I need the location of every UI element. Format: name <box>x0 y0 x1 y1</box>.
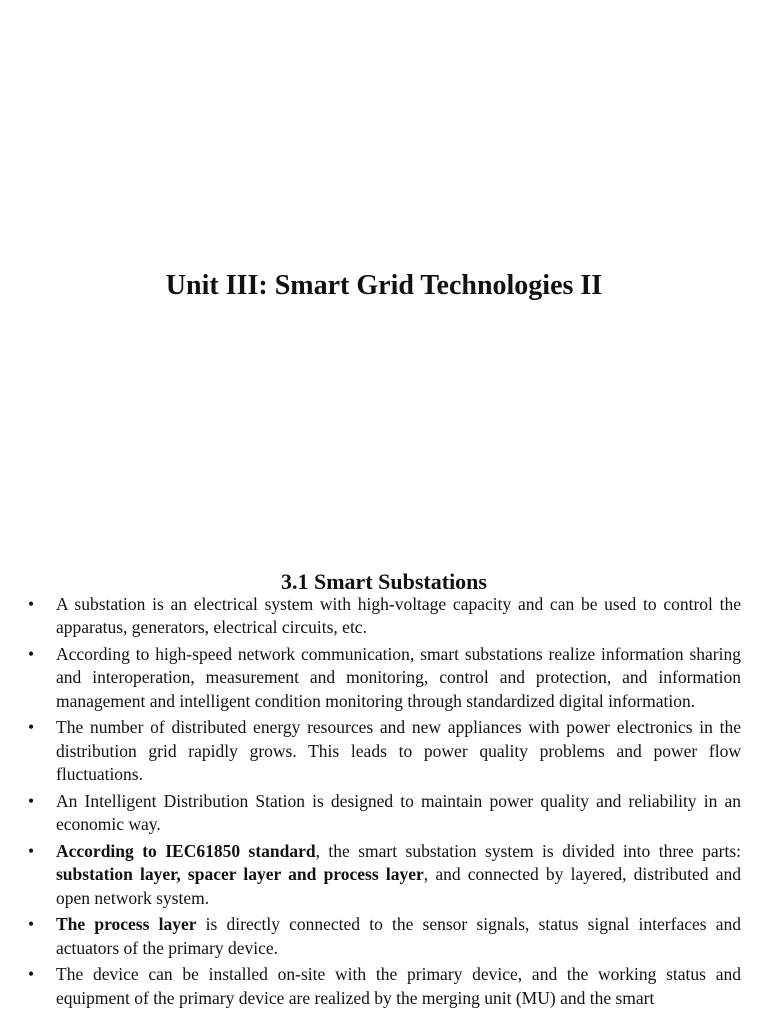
bullet-dot-icon: • <box>28 840 35 861</box>
bullet-text: A substation is an electrical system with high-voltage capacity and can be used to control the apparatus, generators, electrical circuits, etc. <box>56 594 741 638</box>
bullet-dot-icon: • <box>28 790 35 811</box>
bullet-dot-icon: • <box>28 717 35 738</box>
bullet-item <box>28 716 741 786</box>
bullet-text: An Intelligent Distribution Station is designed to maintain power quality and reliability in an economic way. <box>56 790 741 835</box>
bullet-text: The number of distributed energy resources and new appliances with power electronics in the distribution grid rapidly grows. This leads to power quality problems and power flow fluctuations. <box>56 717 741 785</box>
section-title: 3.1 Smart Substations <box>281 569 487 594</box>
bullet-dot-icon: • <box>28 914 35 935</box>
bullet-bold-text: The process layer <box>56 914 197 935</box>
bullet-item <box>28 790 741 837</box>
bullet-item <box>28 963 741 1010</box>
bullet-text: is directly connected to the sensor signals, status signal interfaces and actuators of the primary device. <box>56 914 741 958</box>
bullet-dot-icon: • <box>28 644 35 665</box>
bullet-text: , and connected by layered, distributed and open network system. <box>56 864 741 908</box>
bullet-item <box>28 840 741 910</box>
bullet-dot-icon: • <box>28 964 35 985</box>
bullet-text: According to high-speed network communication, smart substations realize information sharing and interoperation, measurement and monitoring, control and protection, and information management and intelligent condition monitoring through standardized digital information. <box>56 644 741 711</box>
bullet-dot-icon: • <box>28 594 35 614</box>
bullet-bold-text: substation layer, spacer layer and process layer <box>56 864 424 885</box>
unit-title: Unit III: Smart Grid Technologies II <box>165 270 603 301</box>
bullet-item <box>28 913 741 960</box>
bullet-list <box>28 593 741 1014</box>
bullet-text: The device can be installed on-site with the primary device, and the working status and equipment of the primary device are realized by the merging unit (MU) and the smart <box>56 964 741 1008</box>
bullet-text: , the smart substation system is divided into three parts: <box>315 840 741 861</box>
bullet-item <box>28 593 741 640</box>
bullet-bold-text: According to IEC61850 standard <box>56 840 316 861</box>
bullet-item <box>28 643 741 713</box>
